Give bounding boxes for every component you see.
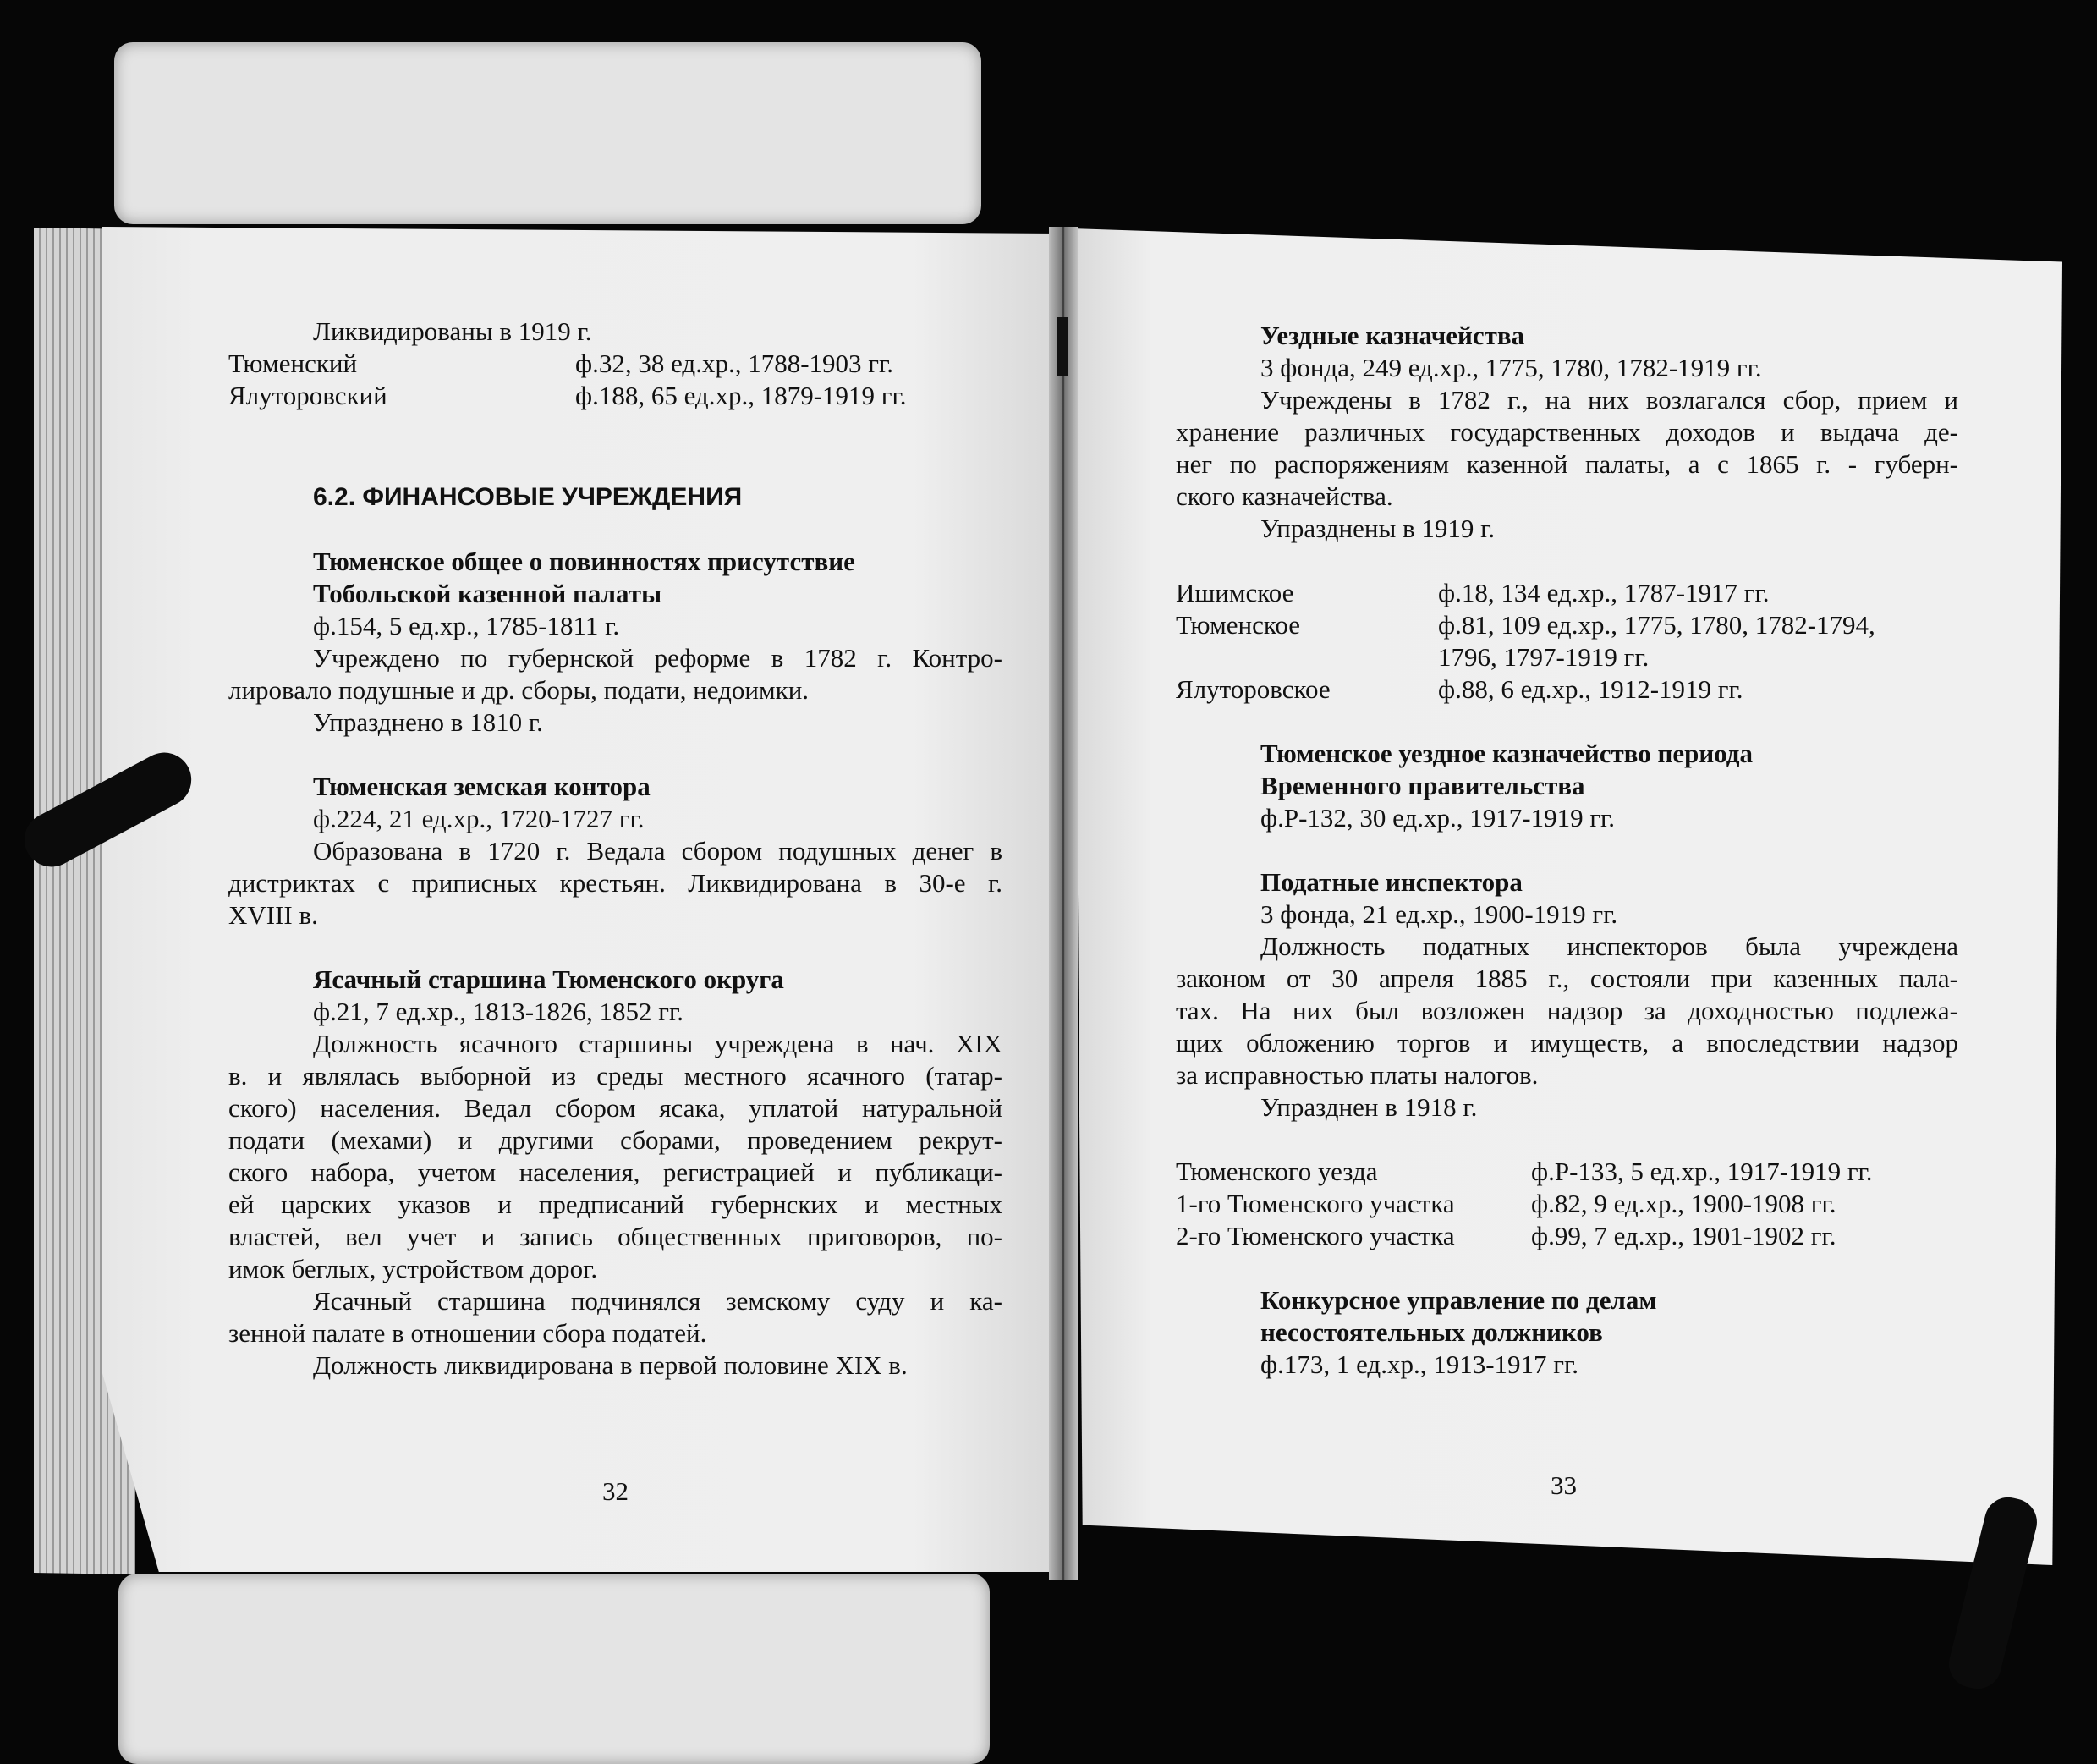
text-line: властей, вел учет и запись общественных приговоров, по- xyxy=(228,1222,1002,1251)
text-line: хранение различных государственных доходов и выдача де- xyxy=(1176,417,1958,447)
text-line: нег по распоряжениям казенной палаты, а с 1865 г. - губерн- xyxy=(1176,449,1958,479)
entry-title: Тюменское уездное казначейство периода xyxy=(1260,739,1753,768)
text-line: Учреждено по губернской реформе в 1782 г. Контро- xyxy=(313,643,1002,673)
fond-ref: ф.Р-133, 5 ед.хр., 1917-1919 гг. xyxy=(1531,1157,1873,1186)
entry-title: Тюменская земская контора xyxy=(313,772,651,801)
entry-ref: ф.154, 5 ед.хр., 1785-1811 г. xyxy=(313,611,620,640)
text-line: законом от 30 апреля 1885 г., состояли при казенных пала- xyxy=(1176,964,1958,993)
fond-name: 2-го Тюменского участка xyxy=(1176,1221,1455,1250)
fond-name: Ялуторовский xyxy=(228,381,387,410)
text-line: Упразднен в 1918 г. xyxy=(1260,1092,1478,1122)
entry-ref: ф.21, 7 ед.хр., 1813-1826, 1852 гг. xyxy=(313,997,683,1026)
fond-name: Ялуторовское xyxy=(1176,674,1331,704)
entry-ref: ф.173, 1 ед.хр., 1913-1917 гг. xyxy=(1260,1349,1578,1379)
fond-ref: ф.99, 7 ед.хр., 1901-1902 гг. xyxy=(1531,1221,1836,1250)
text-line: щих обложению торгов и имуществ, а впоследствии надзор xyxy=(1176,1028,1958,1058)
text-line: лировало подушные и др. сборы, подати, недоимки. xyxy=(228,675,810,705)
fond-ref: ф.82, 9 ед.хр., 1900-1908 гг. xyxy=(1531,1189,1836,1218)
entry-ref: ф.224, 21 ед.хр., 1720-1727 гг. xyxy=(313,804,645,833)
fond-ref: ф.18, 134 ед.хр., 1787-1917 гг. xyxy=(1438,578,1770,607)
text-line: тах. На них был возложен надзор за доходностью подлежа- xyxy=(1176,996,1958,1025)
book-gutter xyxy=(1049,227,1078,1580)
foam-support-bottom xyxy=(118,1574,990,1764)
text-line: ского набора, учетом населения, регистрацией и публикаци- xyxy=(228,1157,1002,1187)
fond-row xyxy=(1176,609,1958,641)
page-number-left: 32 xyxy=(602,1476,629,1506)
text-line: Учреждены в 1782 г., на них возлагался сбор, прием и xyxy=(1260,385,1958,415)
fond-row xyxy=(1176,641,1958,673)
fond-ref: ф.81, 109 ед.хр., 1775, 1780, 1782-1794, xyxy=(1438,610,1875,640)
entry-title: Уездные казначейства xyxy=(1260,321,1525,350)
text-line: Должность ликвидирована в первой половине XIX в. xyxy=(313,1350,908,1380)
fond-row xyxy=(228,380,1002,412)
fond-ref: ф.188, 65 ед.хр., 1879-1919 гг. xyxy=(575,381,907,410)
text-line: подати (мехами) и другими сборами, проведением рекрут- xyxy=(228,1125,1002,1155)
entry-title: несостоятельных должников xyxy=(1260,1317,1603,1347)
text-line: за исправностью платы налогов. xyxy=(1176,1060,1539,1090)
entry-title: Ясачный старшина Тюменского округа xyxy=(313,964,784,994)
text-line: Упразднено в 1810 г. xyxy=(313,707,543,737)
text-line: в. и являлась выборной из среды местного ясачного (татар- xyxy=(228,1061,1002,1091)
fond-row xyxy=(1176,1156,1958,1188)
entry-ref: 3 фонда, 21 ед.хр., 1900-1919 гг. xyxy=(1260,899,1618,929)
fond-row xyxy=(1176,577,1958,609)
fond-name: Тюменский xyxy=(228,349,358,378)
fond-name: Тюменского уезда xyxy=(1176,1157,1378,1186)
fond-row xyxy=(1176,673,1958,706)
gutter-mark xyxy=(1057,317,1068,376)
entry-title: Конкурсное управление по делам xyxy=(1260,1285,1657,1315)
text-line: Упразднены в 1919 г. xyxy=(1260,514,1496,543)
text-line: ей царских указов и предписаний губернских и местных xyxy=(228,1190,1002,1219)
text-line: ского казначейства. xyxy=(1176,481,1393,511)
fond-row xyxy=(1176,1220,1958,1252)
foam-support-top xyxy=(114,42,981,224)
fond-row xyxy=(228,348,1002,380)
fond-ref: ф.88, 6 ед.хр., 1912-1919 гг. xyxy=(1438,674,1743,704)
text-line: зенной палате в отношении сбора податей. xyxy=(228,1318,707,1348)
text-line: ского) населения. Ведал сбором ясака, уплатой натуральной xyxy=(228,1093,1002,1123)
fond-ref: ф.32, 38 ед.хр., 1788-1903 гг. xyxy=(575,349,893,378)
text-line: Должность податных инспекторов была учреждена xyxy=(1260,931,1958,961)
fond-name: Тюменское xyxy=(1176,610,1300,640)
fond-name: 1-го Тюменского участка xyxy=(1176,1189,1455,1218)
entry-title: Тюменское общее о повинностях присутствие xyxy=(313,547,855,576)
left-page-text xyxy=(228,316,1002,1382)
text-line: дистриктах с приписных крестьян. Ликвидирована в 30-е г. xyxy=(228,868,1002,898)
entry-title: Временного правительства xyxy=(1260,771,1585,800)
text-line: Образована в 1720 г. Ведала сбором подушных денег в xyxy=(313,836,1002,866)
fond-row xyxy=(1176,1188,1958,1220)
fond-ref: 1796, 1797-1919 гг. xyxy=(1438,642,1650,672)
page-number-right: 33 xyxy=(1551,1470,1577,1500)
section-title: 6.2. ФИНАНСОВЫЕ УЧРЕЖДЕНИЯ xyxy=(313,483,743,511)
entry-title: Податные инспектора xyxy=(1260,867,1523,897)
entry-ref: 3 фонда, 249 ед.хр., 1775, 1780, 1782-1919 гг. xyxy=(1260,353,1762,382)
fond-name: Ишимское xyxy=(1176,578,1294,607)
text-line: имок беглых, устройством дорог. xyxy=(228,1254,598,1283)
text-line: Ясачный старшина подчинялся земскому суду и ка- xyxy=(313,1286,1002,1316)
entry-title: Тобольской казенной палаты xyxy=(313,579,662,608)
text-line: Ликвидированы в 1919 г. xyxy=(313,316,592,346)
text-line: Должность ясачного старшины учреждена в нач. XIX xyxy=(313,1029,1002,1058)
entry-ref: ф.Р-132, 30 ед.хр., 1917-1919 гг. xyxy=(1260,803,1616,833)
right-page-text xyxy=(1176,320,1958,1381)
text-line: XVIII в. xyxy=(228,900,318,930)
